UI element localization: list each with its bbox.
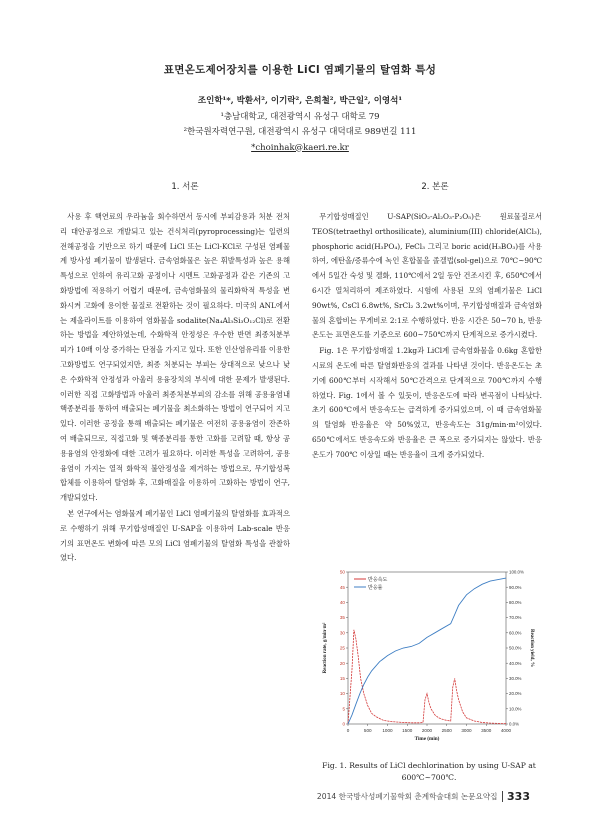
paragraph: Fig. 1은 무기합성매질 1.2kg과 LiCl계 금속염화물을 0.6kg 혼합한 시료의 온도에 따른 탈염화반응의 결과를 나타낸 것이다. 반응온도는 초기에 600℃부터 시작해서 50℃간격으로 단계적으로 700℃까지 수행하였다. Fig. 1에서 볼 수 있듯이, 반응온도에 따라 변곡점이 나타났다. 초기 600℃에서 반응속도는 급격하게 증가되었으며, 이 때 금속염화물의 탈염화 반응율은 약 50%였고, 반응속도는 31g/min·m²이었다. 650℃에서도 반응속도와 반응율은 큰 폭으로 증가되지는 않았다. 반응온도가 700℃ 이상일 때는 반응율이 크게 증가되었다. bbox=[312, 346, 542, 459]
y-right-axis-label: Reaction yield, % bbox=[529, 629, 534, 667]
page-number: 333 bbox=[507, 790, 530, 803]
paragraph: 본 연구에서는 염화물계 폐기물인 LiCl 염폐기물의 탈염화를 효과적으로 수행하기 위해 무기합성매질인 U-SAP을 이용하여 Lab-scale 반응기의 표면온도 변화에 따른 모의 LiCl 염폐기물의 탈염화 특성을 관찰하였다. bbox=[60, 508, 290, 563]
plot-frame bbox=[348, 572, 506, 724]
y-tick-label: 45 bbox=[339, 584, 345, 590]
legend-label: 반응률 bbox=[368, 584, 383, 591]
footer-divider bbox=[502, 791, 504, 802]
affiliation-1: ¹충남대학교, 대전광역시 유성구 대학로 79 bbox=[220, 111, 380, 122]
x-tick-label: 1500 bbox=[402, 728, 413, 733]
footer-text: 2014 한국방사성폐기물학회 춘계학술대회 논문요약집 bbox=[316, 792, 498, 801]
x-tick-label: 2500 bbox=[441, 728, 452, 733]
y-right-tick-label: 50.0% bbox=[509, 645, 522, 651]
section-1-heading: 1. 서론 bbox=[171, 182, 199, 192]
y-tick-label: 0 bbox=[342, 721, 345, 727]
y-tick-label: 5 bbox=[342, 706, 345, 712]
author-names: 조인학¹*, 박환서², 이기락², 은희철², 박근일², 이영석¹ bbox=[197, 96, 403, 106]
y-axis-label: Reaction rate, g/min·m² bbox=[323, 622, 328, 674]
affiliation-2: ²한국원자력연구원, 대전광역시 유성구 대덕대로 989번길 111 bbox=[183, 127, 417, 137]
series-line-1 bbox=[348, 630, 506, 724]
section-2-heading: 2. 본론 bbox=[421, 182, 449, 192]
series-line-2 bbox=[348, 578, 506, 724]
y-tick-label: 15 bbox=[339, 676, 345, 681]
x-tick-label: 3000 bbox=[461, 728, 472, 733]
author-block bbox=[0, 94, 600, 156]
x-tick-label: 0 bbox=[346, 728, 350, 733]
x-axis-label: Time (min) bbox=[414, 736, 440, 742]
y-right-tick-label: 10.0% bbox=[509, 706, 522, 712]
x-tick-label: 2000 bbox=[421, 728, 433, 733]
y-tick-label: 40 bbox=[339, 600, 345, 605]
y-tick-label: 20 bbox=[339, 660, 345, 666]
x-tick-label: 3500 bbox=[481, 728, 492, 733]
y-tick-label: 25 bbox=[339, 645, 345, 651]
y-tick-label: 50 bbox=[339, 569, 345, 575]
y-right-tick-label: 20.0% bbox=[509, 691, 522, 697]
section-2-body bbox=[312, 210, 542, 463]
y-tick-label: 35 bbox=[339, 615, 345, 621]
figure-1-chart bbox=[318, 564, 536, 754]
y-right-tick-label: 80.0% bbox=[509, 600, 522, 605]
paragraph: 사용 후 핵연료의 우라늄을 회수하면서 동시에 부피감용과 처분 전처리 대안공정으로 개발되고 있는 건식처리(pyroprocessing)는 일련의 전해공정을 기반으로 하기 때문에 LiCl 또는 LiCl-KCl로 구성된 염폐물계 방사성 폐기물이 발생된다. 금속염화물은 높은 휘발특성과 높은 용해특성으로 인하여 유리고화 공정이나 시멘트 고화공정과 같은 기존의 고화방법에 적용하기 어렵기 때문에, 금속염화물의 물리화학적 특성을 변화시켜 고화에 용이한 물질로 전환하는 것이 필요하다. 미국의 ANL에서는 제올라이트를 이용하여 염화물을 sodalite(Na₄Al₃Si₃O₁₂Cl)로 전환하는 방법을 제안하였는데, 수화학적 안정성은 우수한 반면 최종처분부피가 10배 이상 증가하는 단점을 가지고 있다. 또한 인산염유리를 이용한 고화방법도 연구되었지만, 최종 처분되는 부피는 상대적으로 낮으나 낮은 수화학적 안정성과 아울러 용융장치의 부식에 대한 문제가 발생된다. 이러한 직접 고화방법과 아울러 최종처분부피의 감소를 위해 공용융염내 핵종분리를 통하여 배출되는 폐기물을 최소화하는 방법이 연구되어 지고 있다. 이러한 공정을 통해 배출되는 폐기물은 여전히 공용융염이 잔존하여 배출되므로, 직접고화 및 핵종분리를 통한 고화를 고려할 때, 항상 공용융염의 안정화에 대한 고려가 필요하다. 이러한 특성을 고려하여, 공용융염이 가지는 열적 화학적 불안정성을 제거하는 방법으로, 무기합성복합체를 이용하여 탈염화 후, 고화매질을 이용하여 고화하는 방법이 연구, 개발되었다. bbox=[60, 212, 290, 503]
paragraph: 무기합성매질인 U-SAP(SiO₂-Al₂O₃-P₂O₅)은 원료물질로서 TEOS(tetraethyl orthosilicate), aluminium(III) chloride(AlCl₃), phosphoric acid(H₃PO₄), FeCl₃ 그리고 boric acid(H₃BO₃)를 사용하여, 에탄올/증류수에 녹인 혼합물을 졸겔법(sol-gel)으로 70℃~90℃에서 5일간 숙성 및 겔화, 110℃에서 2일 동안 건조시킨 후, 650℃에서 6시간 열처리하여 제조하였다. 시험에 사용된 모의 염폐기물은 LiCl 90wt%, CsCl 6.8wt%, SrCl₂ 3.2wt%이며, 무기합성매질과 금속염화물의 혼합비는 무게비로 2:1로 수행하였다. 반응 시간은 50~70 h, 반응온도는 표면온도를 기준으로 600~750℃까지 단계적으로 증가시켰다. bbox=[312, 212, 542, 340]
y-right-tick-label: 70.0% bbox=[509, 615, 522, 621]
x-tick-label: 500 bbox=[363, 728, 372, 733]
figure-1-caption: Fig. 1. Results of LiCl dechlorination by using U-SAP at 600℃~700℃. bbox=[322, 761, 536, 782]
legend-label: 반응속도 bbox=[368, 576, 388, 583]
y-right-tick-label: 100.0% bbox=[509, 569, 524, 575]
y-right-tick-label: 30.0% bbox=[509, 676, 522, 681]
y-tick-label: 10 bbox=[339, 691, 345, 697]
y-right-tick-label: 60.0% bbox=[509, 630, 522, 636]
x-tick-label: 4000 bbox=[500, 728, 512, 733]
author-email[interactable]: *choinhak@kaeri.re.kr bbox=[251, 142, 349, 153]
section-1-body bbox=[60, 210, 290, 566]
paper-title: 표면온도제어장치를 이용한 LiCl 염폐기물의 탈염화 특성 bbox=[163, 64, 437, 76]
y-right-tick-label: 90.0% bbox=[509, 584, 522, 590]
x-tick-label: 1000 bbox=[382, 728, 393, 733]
y-right-tick-label: 0.0% bbox=[509, 721, 520, 727]
y-tick-label: 30 bbox=[339, 630, 345, 636]
y-right-tick-label: 40.0% bbox=[509, 660, 522, 666]
page-footer bbox=[317, 790, 530, 803]
